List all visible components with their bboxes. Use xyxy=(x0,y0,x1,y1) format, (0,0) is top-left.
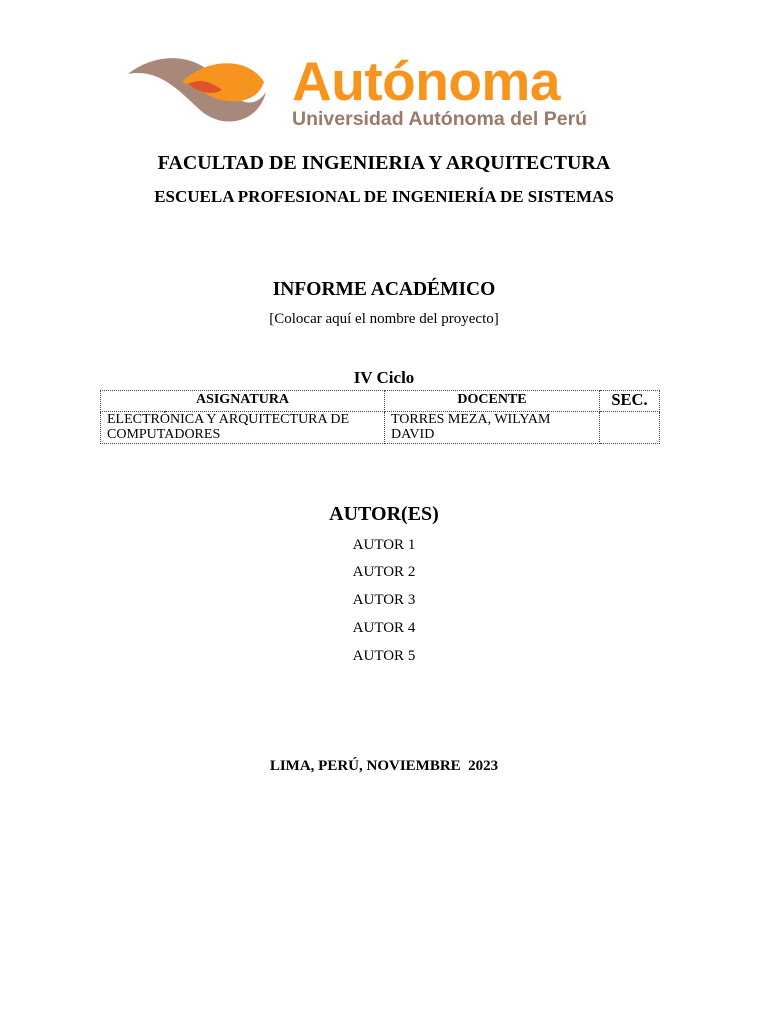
cycle-label: IV Ciclo xyxy=(353,368,415,387)
author-item: AUTOR 4 xyxy=(352,620,416,636)
cell-sec xyxy=(600,412,660,444)
table-header-row xyxy=(101,391,660,412)
faculty-heading: FACULTAD DE INGENIERIA Y ARQUITECTURA xyxy=(157,152,611,174)
author-item: AUTOR 2 xyxy=(352,564,416,580)
swoosh-emblem-icon xyxy=(126,52,276,132)
header-docente: DOCENTE xyxy=(385,391,600,412)
table-row xyxy=(101,412,660,444)
place-date: LIMA, PERÚ, NOVIEMBRE 2023 xyxy=(269,758,499,774)
author-item: AUTOR 1 xyxy=(352,537,416,553)
author-item: AUTOR 5 xyxy=(352,648,416,664)
brand-subtitle: Universidad Autónoma del Perú xyxy=(292,108,588,130)
course-table xyxy=(100,390,660,444)
cell-docente: TORRES MEZA, WILYAM DAVID xyxy=(385,412,600,444)
report-title: INFORME ACADÉMICO xyxy=(272,279,496,300)
header-sec: SEC. xyxy=(600,391,660,412)
cell-asignatura: ELECTRÓNICA Y ARQUITECTURA DE COMPUTADORES xyxy=(101,412,385,444)
school-heading: ESCUELA PROFESIONAL DE INGENIERÍA DE SISTEMAS xyxy=(154,187,614,206)
project-name-placeholder: [Colocar aquí el nombre del proyecto] xyxy=(269,311,499,327)
author-item: AUTOR 3 xyxy=(352,592,416,608)
authors-title: AUTOR(ES) xyxy=(329,503,439,525)
header-asignatura: ASIGNATURA xyxy=(101,391,385,412)
brand-name: Autónoma xyxy=(292,50,560,112)
university-logo xyxy=(126,52,596,132)
